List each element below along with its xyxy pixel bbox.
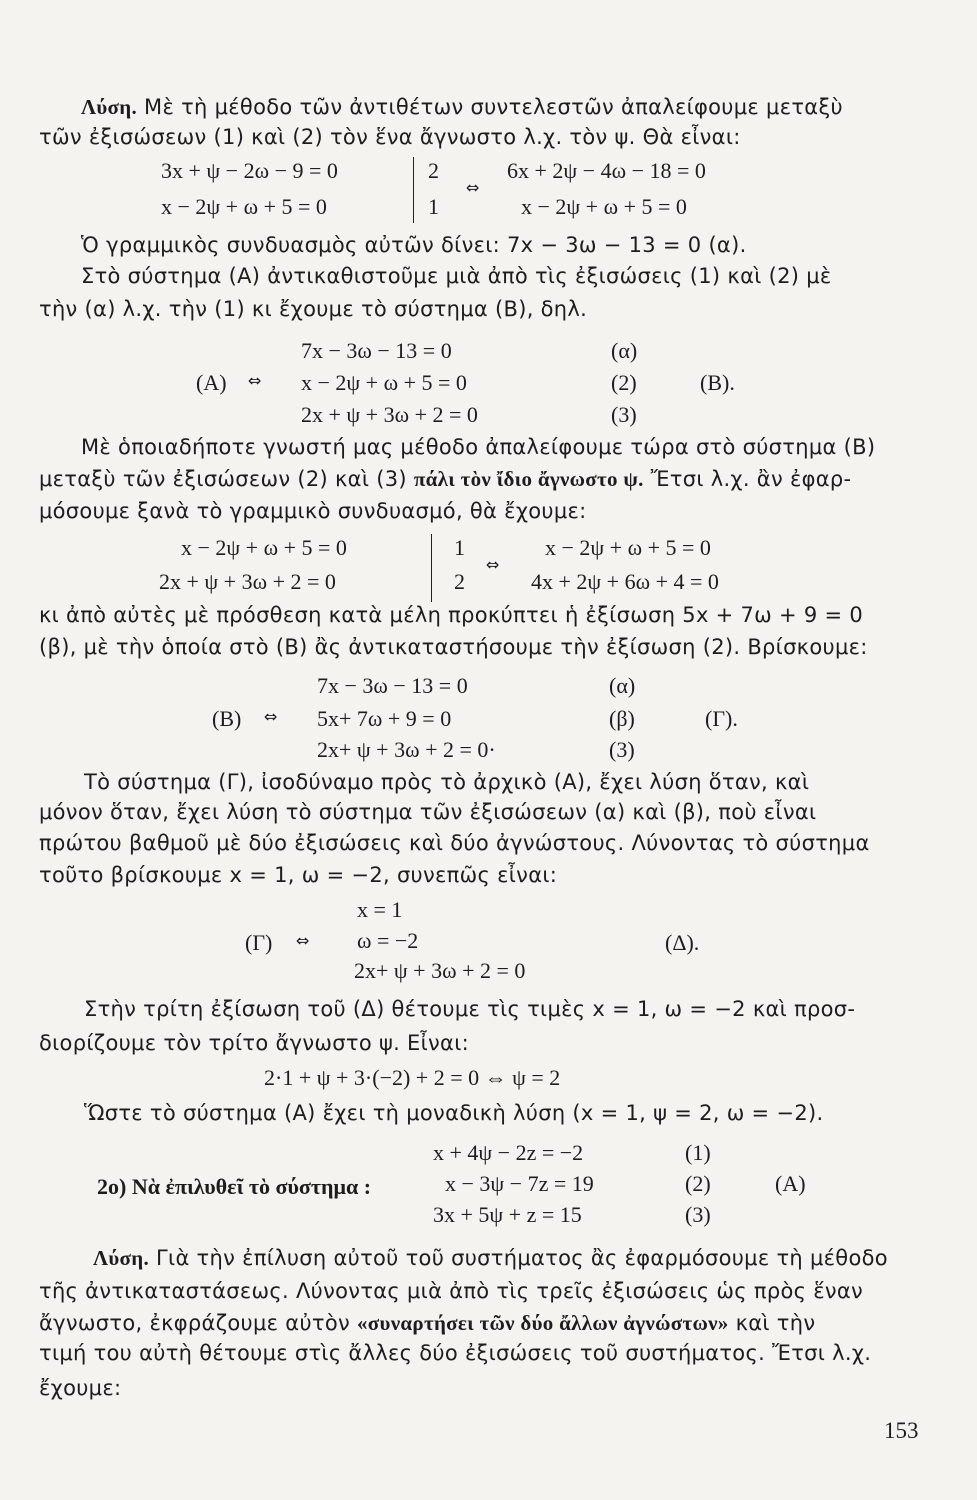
sys1-left-1: 3x + ψ − 2ω − 9 = 0 [161, 158, 338, 183]
sysG-eq-3: 2x+ ψ + 3ω + 2 = 0· [317, 737, 496, 762]
problem2-tag-2: (2) [685, 1171, 711, 1196]
text-line: τῆς ἀντικαταστάσεως. Λύνοντας μιὰ ἀπὸ τὶς τρεῖς ἐξισώσεις ὡς πρὸς ἕναν [39, 1279, 864, 1303]
solution-text: Μὲ τὴ μέθοδο τῶν ἀντιθέτων συντελεστῶν ἀπαλείφουμε μεταξὺ [137, 95, 843, 119]
problem2-eq-1: x + 4ψ − 2z = −2 [433, 1140, 584, 1165]
text-line: Ὁ γραμμικὸς συνδυασμὸς αὐτῶν δίνει: 7x − 3ω − 13 = 0 (α). [81, 233, 747, 257]
sys2-divider [431, 534, 432, 602]
sysD-eq-2: ω = −2 [357, 928, 419, 953]
sys1-right-1: 6x + 2ψ − 4ω − 18 = 0 [507, 158, 706, 183]
sys2-right-1: x − 2ψ + ω + 5 = 0 [545, 535, 711, 560]
sys2-left-1: x − 2ψ + ω + 5 = 0 [181, 535, 347, 560]
text-line: Στὴν τρίτη ἐξίσωση τοῦ (Δ) θέτουμε τὶς τιμὲς x = 1, ω = −2 καὶ προσ- [84, 997, 856, 1021]
problem2-label: 2ο) Νὰ ἐπιλυθεῖ τὸ σύστημα : [97, 1174, 372, 1199]
text-line: τιμή του αὐτὴ θέτουμε στὶς ἄλλες δύο ἐξισώσεις τοῦ συστήματος. Ἔτσι λ.χ. [39, 1341, 872, 1365]
sysG-eq-1: 7x − 3ω − 13 = 0 [317, 673, 468, 698]
equivalence-arrow: ⇔ [264, 707, 278, 726]
solution-line-1 [81, 93, 843, 121]
sysB-result: (Β). [700, 370, 735, 395]
sysB-eq-2: x − 2ψ + ω + 5 = 0 [301, 370, 467, 395]
sysD-eq-3: 2x+ ψ + 3ω + 2 = 0 [354, 958, 526, 983]
sysG-tag-3: (3) [609, 737, 635, 762]
sysG-tag-2: (β) [609, 706, 635, 731]
solution-text: Γιὰ τὴν ἐπίλυση αὐτοῦ τοῦ συστήματος ἂς ἐφαρμόσουμε τὴ μέθοδο [149, 1246, 888, 1270]
text-line: τοῦτο βρίσκουμε x = 1, ω = −2, συνεπῶς εἶναι: [39, 863, 558, 887]
equivalence-arrow: ⇔ [248, 371, 262, 390]
sysD-eq-1: x = 1 [357, 897, 403, 922]
problem2-eq-3: 3x + 5ψ + z = 15 [433, 1202, 582, 1227]
equivalence-arrow: ⇔ [466, 178, 480, 197]
sysD-name: (Γ) [245, 930, 273, 955]
sys2-right-2: 4x + 2ψ + 6ω + 4 = 0 [531, 569, 719, 594]
sys1-mult-1: 2 [428, 158, 439, 183]
substitution-equation: 2·1 + ψ + 3·(−2) + 2 = 0 ⇔ ψ = 2 [264, 1065, 561, 1090]
text-line: Ὥστε τὸ σύστημα (Α) ἔχει τὴ μοναδικὴ λύση (x = 1, ψ = 2, ω = −2). [84, 1101, 824, 1125]
sysB-tag-2: (2) [611, 370, 637, 395]
sysG-tag-1: (α) [609, 673, 636, 698]
sys1-right-2: x − 2ψ + ω + 5 = 0 [521, 194, 687, 219]
bold-emphasis: πάλι τὸν ἴδιο ἄγνωστο ψ. [413, 467, 644, 491]
sysG-result: (Γ). [705, 706, 738, 731]
sys2-left-2: 2x + ψ + 3ω + 2 = 0 [159, 569, 336, 594]
equivalence-arrow: ⇔ [296, 931, 310, 950]
sysG-eq-2: 5x+ 7ω + 9 = 0 [317, 706, 452, 731]
text-line: Τὸ σύστημα (Γ), ἰσοδύναμο πρὸς τὸ ἀρχικὸ (Α), ἔχει λύση ὅταν, καὶ [84, 770, 810, 794]
text-line: κι ἀπὸ αὐτὲς μὲ πρόσθεση κατὰ μέλη προκύπτει ἡ ἐξίσωση 5x + 7ω + 9 = 0 [39, 603, 864, 627]
problem2-eq-2: x − 3ψ − 7z = 19 [445, 1171, 594, 1196]
sys2-mult-1: 1 [454, 535, 465, 560]
solution-label: Λύση. [81, 95, 138, 119]
text-line-with-bold: ἄγνωστο, ἐκφράζουμε αὐτὸν «συναρτήσει τῶν δύο ἄλλων ἀγνώστων» καὶ τὴν [39, 1311, 816, 1335]
text-line: ἔχουμε: [39, 1376, 122, 1400]
text-line: Στὸ σύστημα (Α) ἀντικαθιστοῦμε μιὰ ἀπὸ τὶς ἐξισώσεις (1) καὶ (2) μὲ [81, 264, 832, 288]
text-line: τῶν ἐξισώσεων (1) καὶ (2) τὸν ἕνα ἄγνωστο λ.χ. τὸν ψ. Θὰ εἶναι: [39, 125, 741, 149]
solution-label: Λύση. [93, 1246, 150, 1270]
sysB-tag-1: (α) [611, 338, 638, 363]
text-line: μόσουμε ξανὰ τὸ γραμμικὸ συνδυασμό, θὰ ἔχουμε: [39, 499, 587, 523]
equivalence-arrow: ⇔ [486, 555, 500, 574]
bold-emphasis: «συναρτήσει τῶν δύο ἄλλων ἀγνώστων» [357, 1311, 729, 1335]
sys1-divider [413, 157, 414, 223]
problem2-tag-1: (1) [685, 1140, 711, 1165]
text-line: πρώτου βαθμοῦ μὲ δύο ἐξισώσεις καὶ δύο ἀγνώστους. Λύνοντας τὸ σύστημα [39, 831, 870, 855]
sysG-name: (Β) [212, 706, 242, 731]
problem2-name: (Α) [775, 1171, 806, 1196]
page-number: 153 [884, 1418, 919, 1443]
text-line: διορίζουμε τὸν τρίτο ἄγνωστο ψ. Εἶναι: [39, 1031, 469, 1055]
text-line: μόνον ὅταν, ἔχει λύση τὸ σύστημα τῶν ἐξισώσεων (α) καὶ (β), ποὺ εἶναι [39, 800, 817, 824]
sysB-name: (Α) [196, 370, 227, 395]
problem2-tag-3: (3) [685, 1202, 711, 1227]
sysB-eq-3: 2x + ψ + 3ω + 2 = 0 [301, 402, 478, 427]
sysB-eq-1: 7x − 3ω − 13 = 0 [301, 338, 452, 363]
sys1-left-2: x − 2ψ + ω + 5 = 0 [161, 194, 327, 219]
text-line-with-bold: μεταξὺ τῶν ἐξισώσεων (2) καὶ (3) πάλι τὸν ἴδιο ἄγνωστο ψ. Ἔτσι λ.χ. ἂν ἐφαρ- [39, 467, 852, 491]
sysD-result: (Δ). [665, 930, 700, 955]
text-line: τὴν (α) λ.χ. τὴν (1) κι ἔχουμε τὸ σύστημα (Β), δηλ. [39, 297, 588, 321]
sysB-tag-3: (3) [611, 402, 637, 427]
text-line: (β), μὲ τὴν ὁποία στὸ (Β) ἂς ἀντικαταστήσουμε τὴν ἐξίσωση (2). Βρίσκουμε: [39, 635, 868, 659]
sys1-mult-2: 1 [428, 194, 439, 219]
sys2-mult-2: 2 [454, 569, 465, 594]
text-line: Μὲ ὁποιαδήποτε γνωστή μας μέθοδο ἀπαλείφουμε τώρα στὸ σύστημα (Β) [81, 435, 876, 459]
solution-line-2 [93, 1244, 888, 1272]
